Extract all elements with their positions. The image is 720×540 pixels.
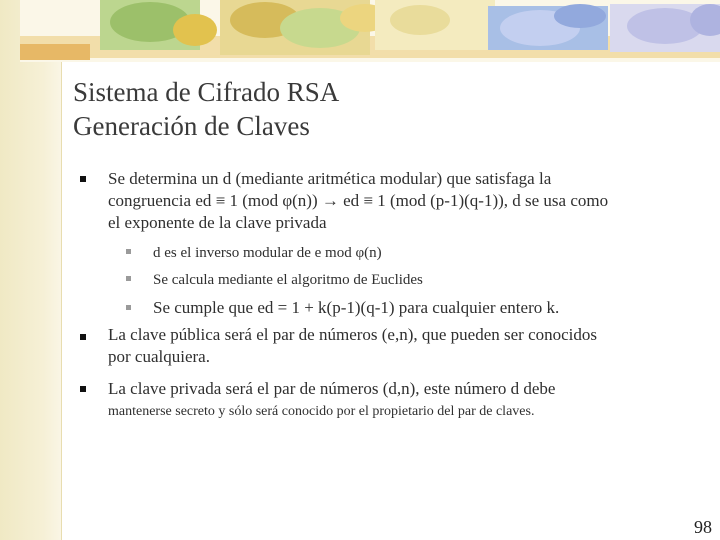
bullet-1-line-2: congruencia ed ≡ 1 (mod φ(n)) → ed ≡ 1 (mod (p-1)(q-1)), d se usa como [108,191,609,210]
title-line-1: Sistema de Cifrado RSA [73,77,340,107]
bullet-3-line-1: La clave privada será el par de números (d,n), este número d debe [108,379,556,398]
sub-bullet-2: Se calcula mediante el algoritmo de Euclides [153,272,423,288]
sub-bullet-marker [126,249,131,254]
bullet-2-text [108,324,708,368]
title-line-2: Generación de Claves [73,111,310,141]
bullet-1-text [108,168,708,234]
bullet-1-line-3: el exponente de la clave privada [108,213,327,232]
sub-bullet-3: Se cumple que ed = 1 + k(p-1)(q-1) para cualquier entero k. [153,298,560,317]
bullet-2-line-1: La clave pública será el par de números (e,n), que pueden ser conocidos [108,325,598,344]
slide-title [73,75,673,143]
bullet-marker [80,334,86,340]
decorative-left-band [0,0,62,540]
sub-bullet-marker [126,305,131,310]
sub-bullet-marker [126,276,131,281]
bullet-2-line-2: por cualquiera. [108,347,210,366]
leaf-banner-graphic [20,0,720,62]
page-number: 98 [694,517,712,537]
bullet-marker [80,176,86,182]
bullet-3-line-2: mantenerse secreto y sólo será conocido por el propietario del par de claves. [108,404,535,419]
decorative-leaf-banner [20,0,720,62]
bullet-marker [80,386,86,392]
bullet-1-line-1: Se determina un d (mediante aritmética modular) que satisfaga la [108,169,552,188]
sub-bullet-1: d es el inverso modular de e mod φ(n) [153,245,382,261]
